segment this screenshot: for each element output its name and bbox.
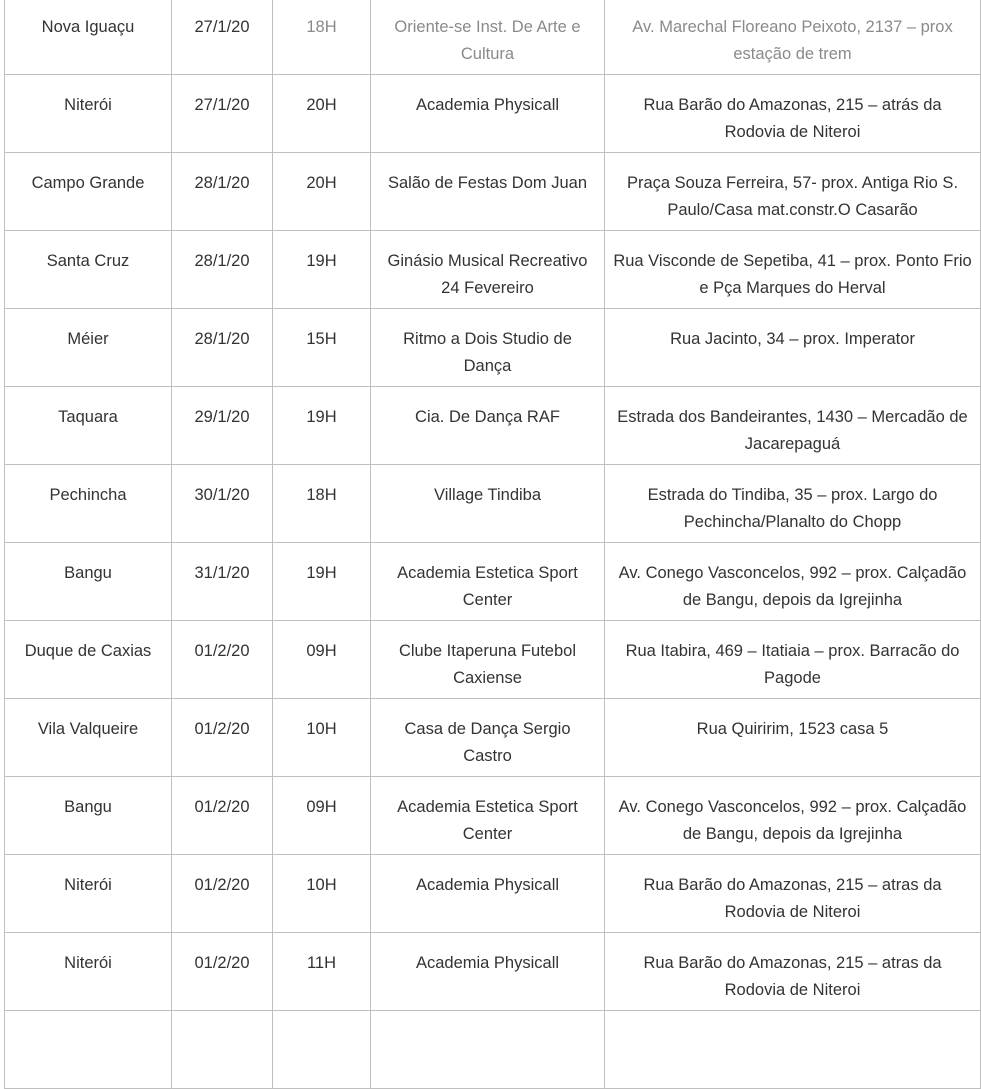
city-cell: Santa Cruz	[5, 231, 172, 309]
time-cell: 10H	[273, 855, 371, 933]
time-cell: 19H	[273, 387, 371, 465]
city-cell: Niterói	[5, 75, 172, 153]
address-cell	[605, 1011, 981, 1089]
date-cell: 29/1/20	[172, 387, 273, 465]
table-row	[5, 231, 981, 309]
date-cell: 27/1/20	[172, 75, 273, 153]
date-cell: 30/1/20	[172, 465, 273, 543]
date-cell: 28/1/20	[172, 309, 273, 387]
venue-cell: Ginásio Musical Recreativo 24 Fevereiro	[371, 231, 605, 309]
date-cell: 28/1/20	[172, 231, 273, 309]
time-cell: 15H	[273, 309, 371, 387]
address-cell: Rua Barão do Amazonas, 215 – atrás da Rodovia de Niteroi	[605, 75, 981, 153]
table-row	[5, 465, 981, 543]
time-cell: 19H	[273, 543, 371, 621]
city-cell: Nova Iguaçu	[5, 0, 172, 75]
city-cell: Méier	[5, 309, 172, 387]
venue-cell: Academia Physicall	[371, 75, 605, 153]
address-cell: Rua Jacinto, 34 – prox. Imperator	[605, 309, 981, 387]
date-cell	[172, 1011, 273, 1089]
date-cell: 27/1/20	[172, 0, 273, 75]
city-cell: Duque de Caxias	[5, 621, 172, 699]
city-cell: Pechincha	[5, 465, 172, 543]
venue-cell: Academia Estetica Sport Center	[371, 543, 605, 621]
date-cell: 01/2/20	[172, 777, 273, 855]
city-cell: Niterói	[5, 855, 172, 933]
time-cell: 20H	[273, 153, 371, 231]
address-cell: Rua Barão do Amazonas, 215 – atras da Rodovia de Niteroi	[605, 933, 981, 1011]
table-row	[5, 933, 981, 1011]
table-row	[5, 153, 981, 231]
table-row	[5, 699, 981, 777]
city-cell: Taquara	[5, 387, 172, 465]
time-cell: 19H	[273, 231, 371, 309]
time-cell	[273, 1011, 371, 1089]
city-cell: Bangu	[5, 543, 172, 621]
time-cell: 10H	[273, 699, 371, 777]
table-row	[5, 309, 981, 387]
city-cell: Campo Grande	[5, 153, 172, 231]
time-cell: 09H	[273, 621, 371, 699]
date-cell: 01/2/20	[172, 855, 273, 933]
venue-cell: Salão de Festas Dom Juan	[371, 153, 605, 231]
venue-cell: Ritmo a Dois Studio de Dança	[371, 309, 605, 387]
address-cell: Av. Conego Vasconcelos, 992 – prox. Calçadão de Bangu, depois da Igrejinha	[605, 543, 981, 621]
date-cell: 01/2/20	[172, 933, 273, 1011]
table-row	[5, 543, 981, 621]
table-row	[5, 387, 981, 465]
venue-cell: Clube Itaperuna Futebol Caxiense	[371, 621, 605, 699]
time-cell: 20H	[273, 75, 371, 153]
date-cell: 01/2/20	[172, 621, 273, 699]
venue-cell: Village Tindiba	[371, 465, 605, 543]
table-row	[5, 621, 981, 699]
address-cell: Rua Itabira, 469 – Itatiaia – prox. Barracão do Pagode	[605, 621, 981, 699]
city-cell: Niterói	[5, 933, 172, 1011]
address-cell: Av. Marechal Floreano Peixoto, 2137 – prox estação de trem	[605, 0, 981, 75]
venue-cell: Academia Estetica Sport Center	[371, 777, 605, 855]
table-row	[5, 855, 981, 933]
date-cell: 28/1/20	[172, 153, 273, 231]
date-cell: 31/1/20	[172, 543, 273, 621]
venue-cell: Cia. De Dança RAF	[371, 387, 605, 465]
address-cell: Estrada do Tindiba, 35 – prox. Largo do Pechincha/Planalto do Chopp	[605, 465, 981, 543]
city-cell: Bangu	[5, 777, 172, 855]
venue-cell: Academia Physicall	[371, 933, 605, 1011]
city-cell: Vila Valqueire	[5, 699, 172, 777]
table-row	[5, 777, 981, 855]
address-cell: Estrada dos Bandeirantes, 1430 – Mercadão de Jacarepaguá	[605, 387, 981, 465]
venue-cell: Oriente-se Inst. De Arte e Cultura	[371, 0, 605, 75]
time-cell: 11H	[273, 933, 371, 1011]
venue-cell	[371, 1011, 605, 1089]
table-row	[5, 75, 981, 153]
venue-cell: Academia Physicall	[371, 855, 605, 933]
city-cell	[5, 1011, 172, 1089]
address-cell: Rua Visconde de Sepetiba, 41 – prox. Ponto Frio e Pça Marques do Herval	[605, 231, 981, 309]
address-cell: Rua Barão do Amazonas, 215 – atras da Rodovia de Niteroi	[605, 855, 981, 933]
schedule-table	[4, 0, 981, 1089]
time-cell: 09H	[273, 777, 371, 855]
address-cell: Praça Souza Ferreira, 57- prox. Antiga Rio S. Paulo/Casa mat.constr.O Casarão	[605, 153, 981, 231]
date-cell: 01/2/20	[172, 699, 273, 777]
venue-cell: Casa de Dança Sergio Castro	[371, 699, 605, 777]
address-cell: Av. Conego Vasconcelos, 992 – prox. Calçadão de Bangu, depois da Igrejinha	[605, 777, 981, 855]
time-cell: 18H	[273, 465, 371, 543]
time-cell: 18H	[273, 0, 371, 75]
address-cell: Rua Quiririm, 1523 casa 5	[605, 699, 981, 777]
table-row	[5, 1011, 981, 1089]
table-row	[5, 0, 981, 75]
